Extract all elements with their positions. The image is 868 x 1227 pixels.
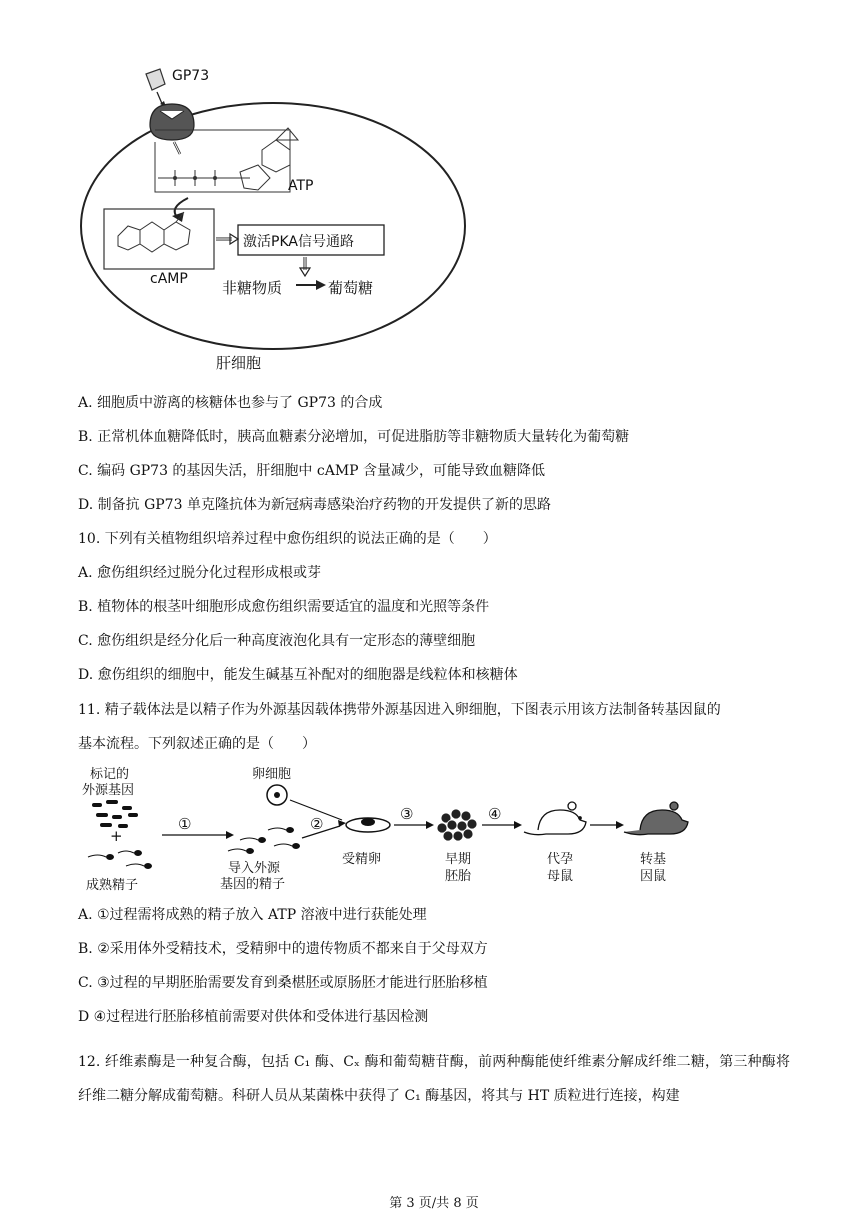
q9-option-a: A. 细胞质中游离的核糖体也参与了 GP73 的合成 [78,395,383,411]
egg-label: 卵细胞 [252,767,292,782]
camp-label: cAMP [150,271,188,287]
q12-text: 12. 纤维素酶是一种复合酶，包括 C₁ 酶、Cₓ 酶和葡萄糖苷酶，前两种酶能使纤维素分解成纤维二糖，第三种酶将纤维二糖分解成葡萄糖。科研人员从某菌株中获得了 C₁ 酶基因，将其与 HT 质粒进行连接，构建 [78,1054,790,1104]
q9-option-d: D. 制备抗 GP73 单克隆抗体为新冠病毒感染治疗药物的开发提供了新的思路 [78,497,551,513]
surrogate-label-2: 母鼠 [547,869,574,884]
q9-option-c: C. 编码 GP73 的基因失活，肝细胞中 cAMP 含量减少，可能导致血糖降低 [78,463,546,479]
q10-option-d: D. 愈伤组织的细胞中，能发生碱基互补配对的细胞器是线粒体和核糖体 [78,667,518,683]
early-embryo-label-2: 胚胎 [445,869,472,884]
q10-stem: 10. 下列有关植物组织培养过程中愈伤组织的说法正确的是（ ） [78,531,497,547]
surrogate-mouse-icon [524,802,586,835]
q11-option-d: D ④过程进行胚胎移植前需要对供体和受体进行基因检测 [78,1009,429,1025]
non-sugar-label: 非糖物质 [222,279,283,297]
q10-option-b: B. 植物体的根茎叶细胞形成愈伤组织需要适宜的温度和光照等条件 [78,599,490,615]
q11-option-b: B. ②采用体外受精技术，受精卵中的遗传物质不都来自于父母双方 [78,941,488,957]
q11-stem-line2: 基本流程。下列叙述正确的是（ ） [78,736,316,752]
mature-sperm-label: 成熟精子 [86,878,139,893]
atp-label: ATP [288,178,314,194]
glucose-label: 葡萄糖 [328,279,374,297]
surrogate-label-1: 代孕 [547,852,574,867]
transgenic-mouse-label-1: 转基 [640,852,667,867]
pka-pathway-label: 激活PKA信号通路 [243,234,354,250]
transgenic-mouse-icon [624,802,688,835]
gene-fragments-icon [92,800,138,828]
step3-label: ③ [400,805,414,823]
plus-sign: + [110,827,123,845]
transgenic-mouse-label-2: 因鼠 [640,869,667,884]
marked-gene-label-1: 标记的 [90,767,130,782]
q11-stem-line1: 11. 精子载体法是以精子作为外源基因载体携带外源基因进入卵细胞，下图表示用该方法制备转基因鼠的 [78,702,721,718]
early-embryo-icon [437,809,477,841]
q11-option-c: C. ③过程的早期胚胎需要发育到桑椹胚或原肠胚才能进行胚胎移植 [78,975,488,991]
q10-option-a: A. 愈伤组织经过脱分化过程形成根或芽 [78,565,322,581]
liver-cell-label: 肝细胞 [216,354,262,372]
zygote-label: 受精卵 [342,852,382,867]
step2-label: ② [310,815,324,833]
marked-gene-label-2: 外源基因 [82,783,135,798]
mature-sperm-icon [88,851,152,869]
step1-label: ① [178,815,192,833]
early-embryo-label-1: 早期 [445,852,472,867]
step4-label: ④ [488,805,502,823]
page-footer: 第 3 页/共 8 页 [389,1196,479,1211]
q11-option-a: A. ①过程需将成熟的精子放入 ATP 溶液中进行获能处理 [78,907,427,923]
transgenic-sperm-label-1: 导入外源 [228,861,281,876]
q10-option-c: C. 愈伤组织是经分化后一种高度液泡化具有一定形态的薄壁细胞 [78,633,476,649]
q9-option-b: B. 正常机体血糖降低时，胰高血糖素分泌增加，可促进脂肪等非糖物质大量转化为葡萄糖 [78,429,630,445]
gp73-label: GP73 [172,68,210,84]
transgenic-sperm-label-2: 基因的精子 [220,877,286,892]
transgenic-sperm-icon [228,828,300,854]
